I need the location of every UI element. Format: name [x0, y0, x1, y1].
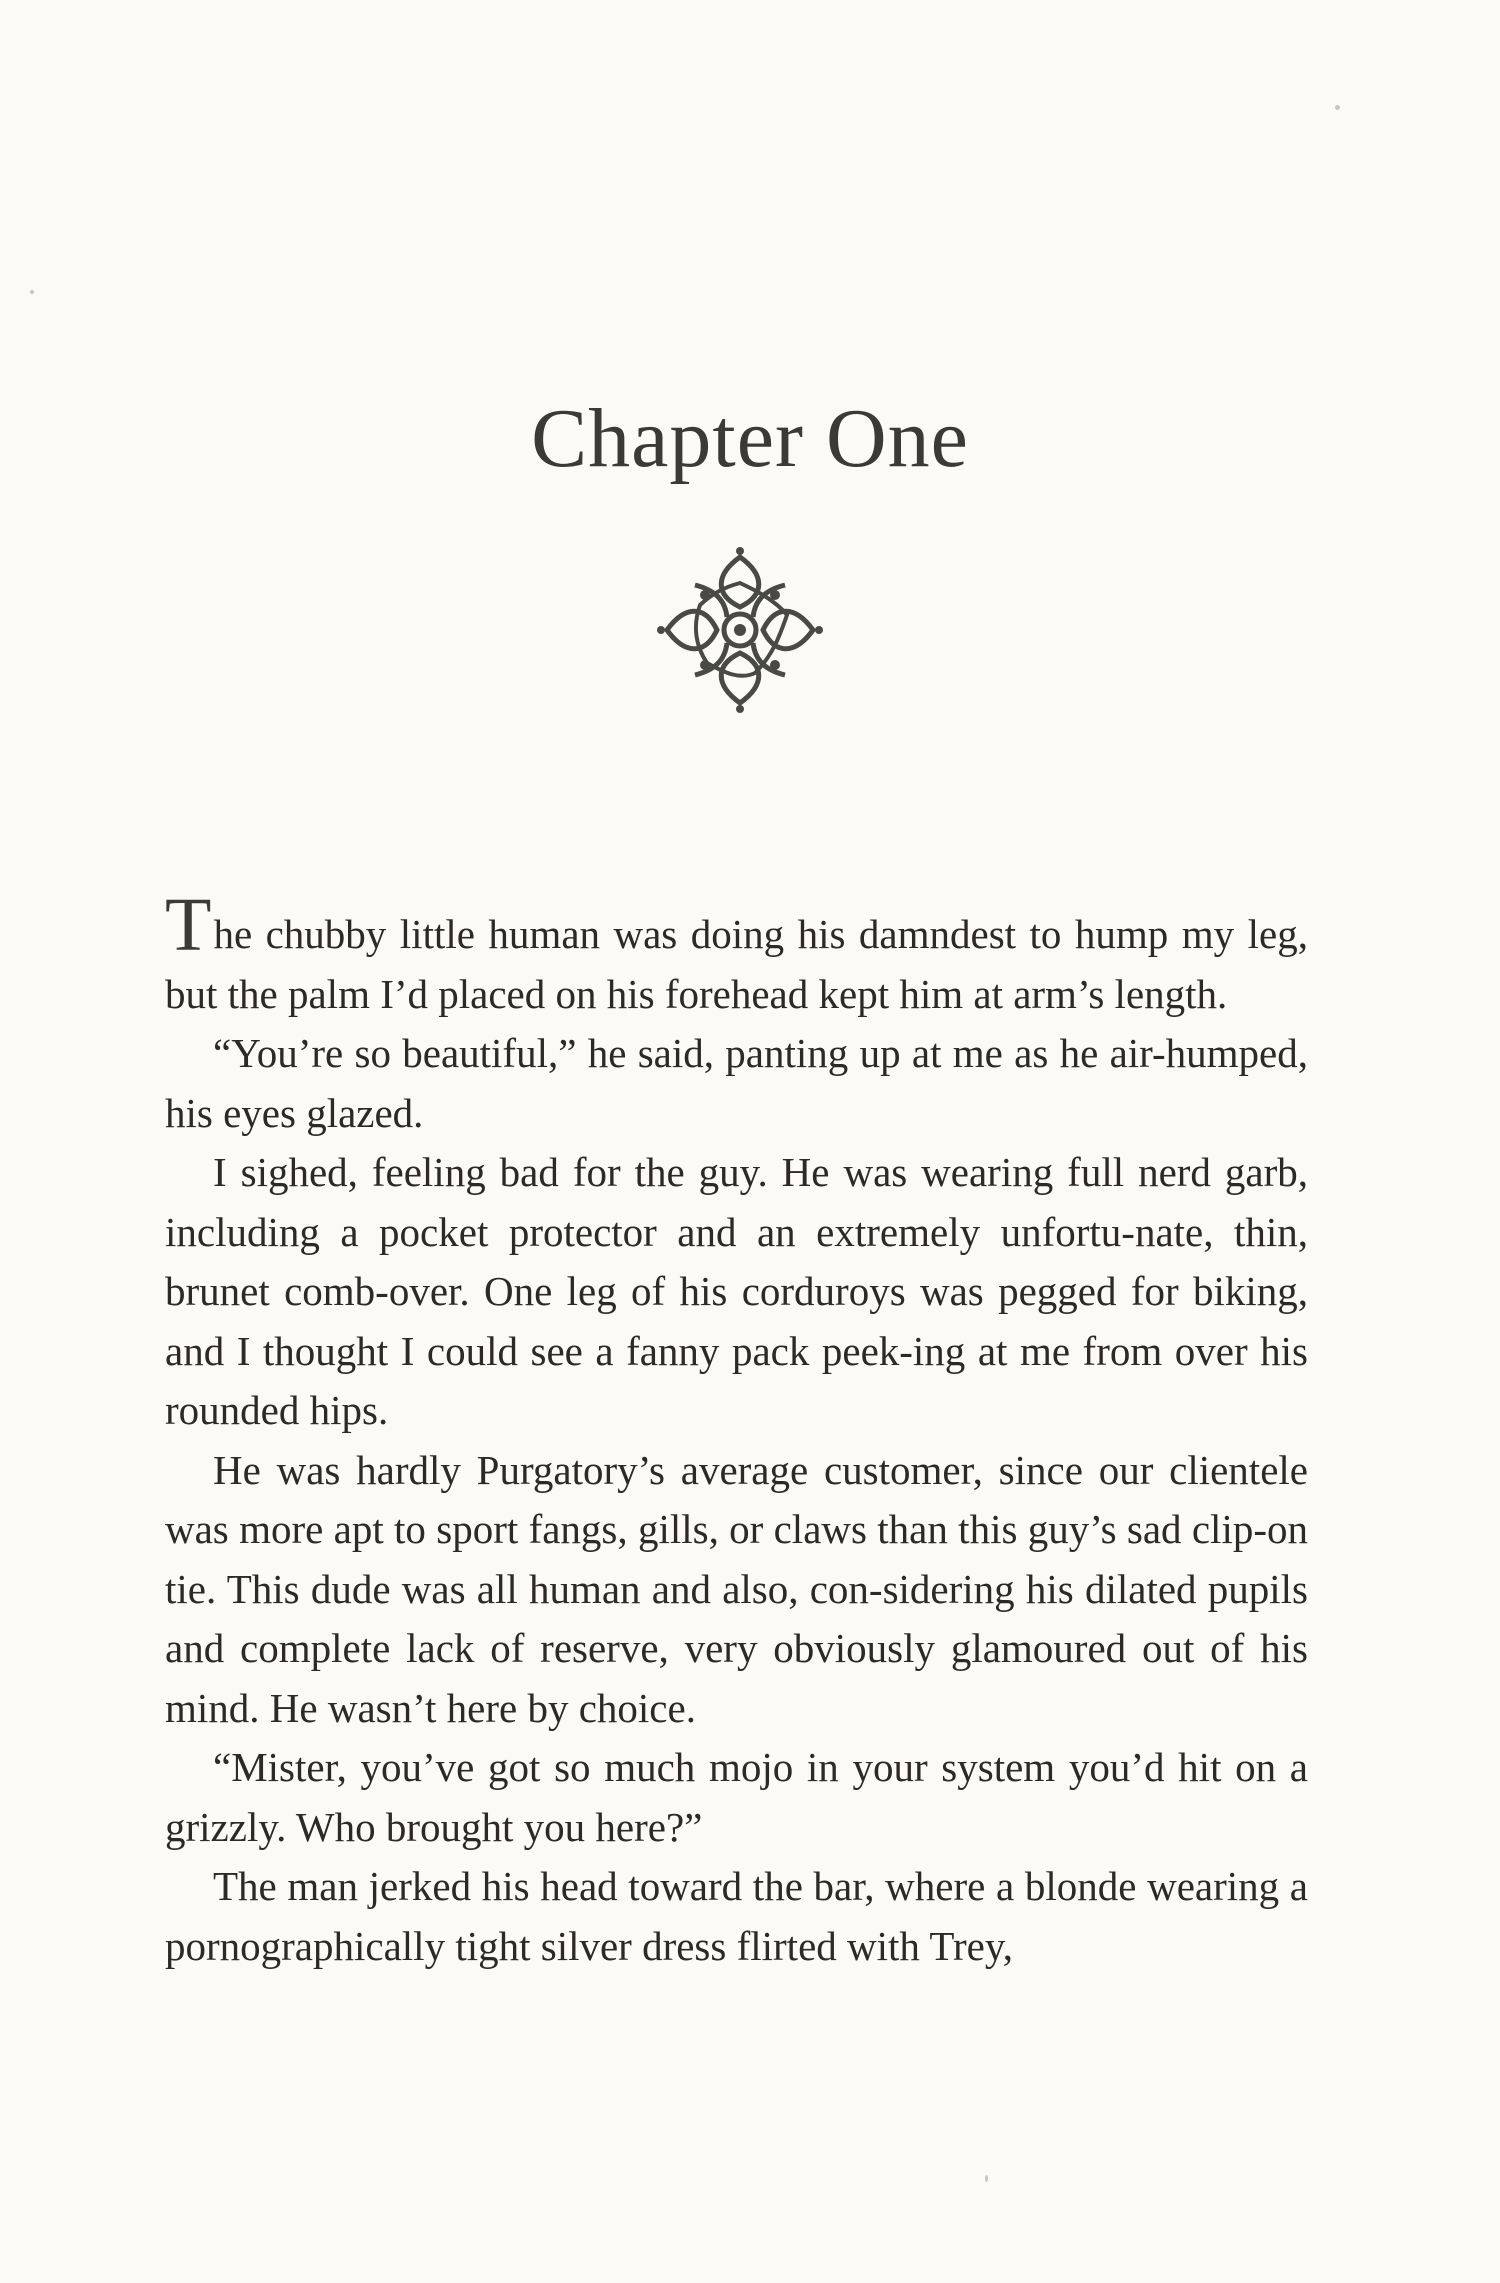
paragraph: I sighed, feeling bad for the guy. He was wearing full nerd garb, including a pocket protector and an extremely unfortu-nate, thin, brunet comb-over. One leg of his corduroys was pegged for biking, and I thought I could see a fanny pack peek-ing at me from over his rounded hips. [165, 1149, 1308, 1433]
paragraph: He was hardly Purgatory’s average customer, since our clientele was more apt to sport fangs, gills, or claws than this guy’s sad clip-on tie. This dude was all human and also, con-sidering his dilated pupils and complete lack of reserve, very obviously glamoured out of his mind. He wasn’t here by choice. [165, 1446, 1308, 1731]
paragraph: “You’re so beautiful,” he said, panting up at me as he air-humped, his eyes glazed. [165, 1030, 1308, 1136]
paragraph: “Mister, you’ve got so much mojo in your system you’d hit on a grizzly. Who brought you here?” [165, 1744, 1308, 1850]
chapter-title: Chapter One [531, 392, 969, 485]
paper-speck [30, 290, 34, 294]
chapter-body [165, 883, 1308, 1976]
drop-cap: T [165, 883, 212, 967]
celtic-knot-ornament-icon [655, 545, 825, 715]
paper-speck [1335, 105, 1340, 110]
paragraph-text: he chubby little human was doing his damndest to hump my leg, but the palm I’d placed on his forehead kept him at arm’s length. [165, 911, 1308, 1017]
paragraph [165, 883, 1308, 1024]
paper-speck [985, 2175, 988, 2182]
paragraph: The man jerked his head toward the bar, where a blonde wearing a pornographically tight silver dress flirted with Trey, [165, 1863, 1308, 1969]
